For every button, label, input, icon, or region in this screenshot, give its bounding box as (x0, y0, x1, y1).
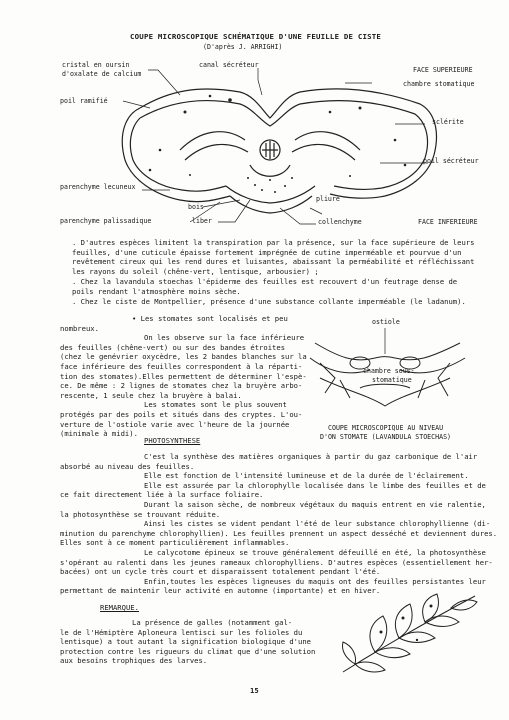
label-cristal: cristal en oursin (62, 61, 130, 69)
label-pliure: pliure (316, 195, 340, 203)
stomata-paragraph: • Les stomates sont localisés et peu nombreux. On les observe sur la face inférieure des feuilles (chêne-vert) ou sur des bandes étroites (chez le genévrier oxycèdre, les 2 bandes blanches sur la face inférieure des feuilles correspondent à la réparti- tion des stomates).Elles permettent de déterminer l'espè- ce. De même : 2 lignes de stomates chez la bruyère arbo- rescente, 1 seule chez la bruyère à balai. Les stomates sont le plus souvent protégés par des poils et situés dans des cryptes. L'ou- verture de l'ostiole varie avec l'heure de la journée (minimale à midi). (60, 314, 307, 439)
section-heading-remarque: REMARQUE. (100, 603, 139, 612)
lentisk-leaf-illustration (335, 588, 485, 678)
label-sclerite: sclérite (432, 118, 464, 126)
bullet-item: . Chez la lavandula stoechas l'épiderme des feuilles est recouvert d'un feutrage dense de poils rendant l'atmosphère moins sèche. (72, 277, 458, 296)
label-parenchyme-palissadique: parenchyme palissadique (60, 217, 152, 225)
page-number: 15 (250, 686, 259, 695)
label-face-superieure: FACE SUPERIEURE (413, 66, 473, 74)
label-parenchyme-lacuneux: parenchyme lecuneux (60, 183, 136, 191)
label-chambre-sous-stomatique: chambre sous- (363, 367, 415, 375)
label-liber: liber (192, 217, 212, 225)
label-collenchyme: collenchyme (318, 218, 362, 226)
label-chambre-stomatique: chambre stomatique (403, 80, 475, 88)
label-cristal-2: d'oxalate de calcium (62, 70, 142, 78)
section-heading-photosynthese: PHOTOSYNTHESE (144, 436, 201, 445)
page-subtitle: (D'après J. ARRIGHI) (203, 43, 283, 51)
bullet-item: . D'autres espèces limitent la transpiration par la présence, sur la face supérieure de leurs feuilles, d'une cuticule épaisse fortement imprégnée de cutine imperméable et pourvue d'un revêtement cireux qui les rend dures et luisantes, abaissant la perméabilité et réfléchissant les rayons du soleil (chêne-vert, lentisque, arbousier) ; (72, 238, 475, 276)
figure2-caption-2: D'ON STOMATE (LAVANDULA STOECHAS) (320, 433, 452, 441)
photosynthese-paragraph: C'est la synthèse des matières organiques à partir du gaz carbonique de l'air absorbé au niveau des feuilles. Elle est fonction de l'intensité lumineuse et de la durée de l'éclairement. Elle est assurée par la chlorophylle localisée dans le limbe des feuilles et de ce fait directement liée à la surface foliaire. Durant la saison sèche, de nombreux végétaux du maquis entrent en vie ralentie, la photosynthèse se trouvant réduite. Ainsi les cistes se vident pendant l'été de leur substance chlorophyllienne (di- minution du parenchyme chlorophyllien). Les feuilles prennent un aspect desséché et deviennent dures. Elles sont à ce moment particulièrement inflammables. Le calycotome épineux se trouve généralement défeuillé en été, la photosynthèse s'opérant au ralenti dans les jeunes rameaux chlorophylliens. D'autres espèces (essentiellement her- bacées) ont un cycle très court et disparaissent totalement pendant l'été. Enfin,toutes les espèces ligneuses du maquis ont des feuilles persistantes leur permettant de maintenir leur activité en automne (importante) et en hiver. (60, 452, 498, 596)
label-poil-ramifie: poil ramifié (60, 97, 108, 105)
figure2-caption: COUPE MICROSCOPIQUE AU NIVEAU (328, 424, 444, 432)
bullet-item: . Chez le ciste de Montpellier, présence d'une substance collante imperméable (le ladanum). (72, 297, 466, 306)
label-bois: bois (188, 203, 204, 211)
label-poil-secreteur: poil sécréteur (423, 157, 479, 165)
label-chambre-sous-stomatique-2: stomatique (372, 376, 412, 384)
label-canal-secreteur: canal sécréteur (199, 61, 259, 69)
remarque-paragraph: La présence de galles (notamment gal- le de l'Hémiptère Aploneura lentisci sur les folioles du lentisque) a tout autant la signification biologique d'une protection contre les rigueurs du climat que d'une solution aux besoins trophiques des larves. (60, 618, 316, 666)
label-ostiole: ostiole (372, 318, 400, 326)
page-title: COUPE MICROSCOPIQUE SCHÉMATIQUE D'UNE FEUILLE DE CISTE (130, 32, 382, 41)
label-face-inferieure: FACE INFERIEURE (418, 218, 478, 226)
